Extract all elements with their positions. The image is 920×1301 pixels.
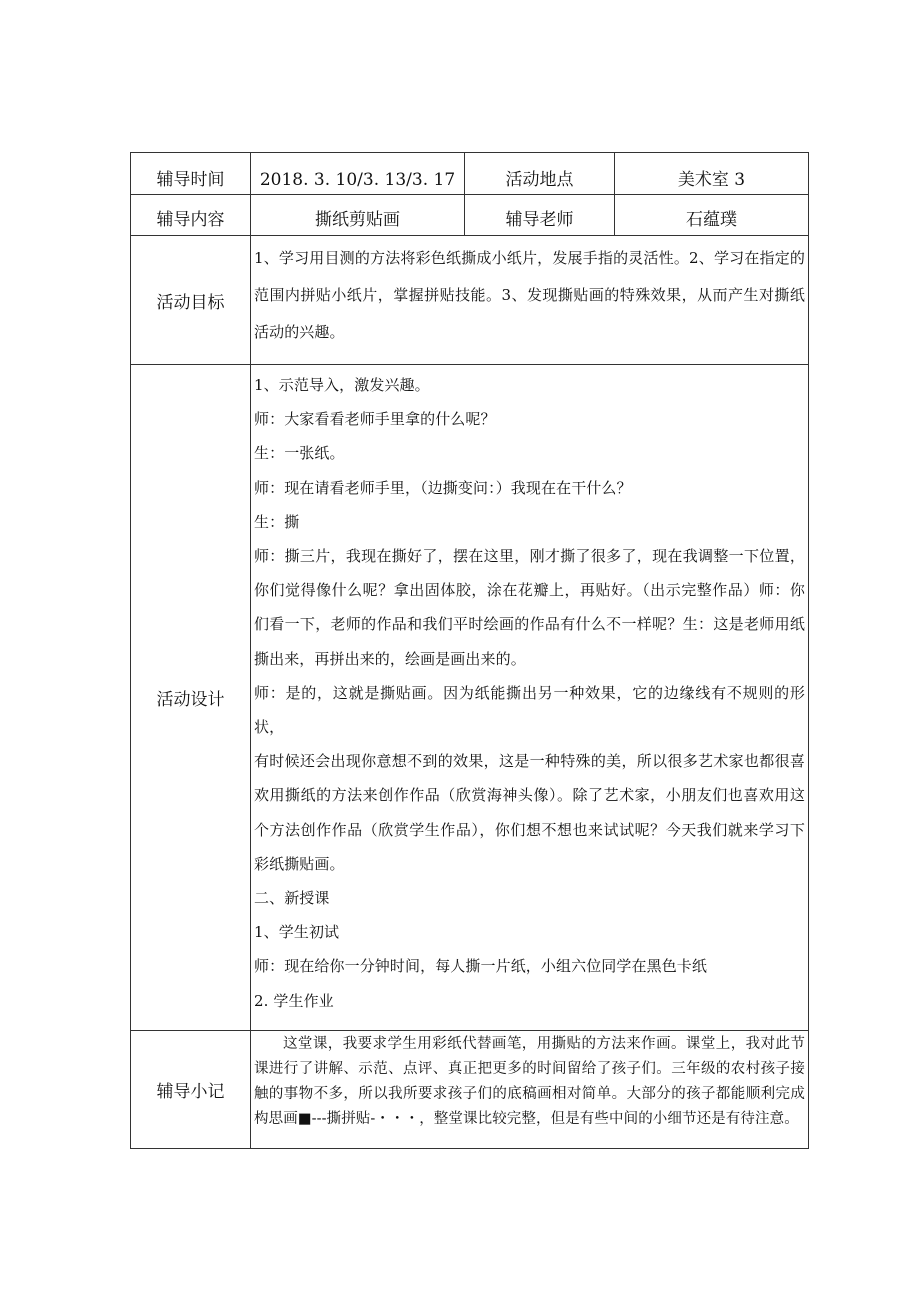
design-paragraph: 1、示范导入，激发兴趣。	[254, 376, 430, 394]
design-paragraph: 2. 学生作业	[254, 991, 334, 1010]
time-value: 2018. 3. 10/3. 13/3. 17	[251, 153, 465, 195]
design-paragraph: 生：一张纸。	[254, 444, 345, 463]
goal-label: 活动目标	[131, 236, 251, 365]
notes-text: 这堂课，我要求学生用彩纸代替画笔，用撕贴的方法来作画。课堂上，我对此节课进行了讲解、示范、点评、真正把更多的时间留给了孩子们。三年级的农村孩子接触的事物不多，所以我所要求孩子们的底稿画相对简单。大部分的孩子都能顺利完成构思画■---撕拼贴-・・・，整堂课比较完整，但是有些中间的小细节还是有待注意。	[254, 1036, 805, 1127]
design-paragraph: 师：撕三片，我现在撕好了，摆在这里，刚才撕了很多了，现在我调整一下位置，你们觉得像什么呢？拿出固体胶，涂在花瓣上，再贴好。（出示完整作品）师：你们看一下，老师的作品和我们平时绘画的作品有什么不一样呢？生：这是老师用纸撕出来，再拼出来的，绘画是画出来的。	[254, 547, 805, 668]
notes-cell	[251, 1031, 809, 1149]
design-paragraph: 师：现在给你一分钟时间，每人撕一片纸，小组六位同学在黑色卡纸	[254, 957, 708, 976]
header-row-time-place	[131, 153, 809, 195]
design-label: 活动设计	[131, 365, 251, 1031]
teacher-value: 石蕴璞	[615, 195, 809, 236]
design-paragraph: 师：现在请看老师手里，（边撕变问：）我现在在干什么？	[254, 478, 632, 497]
place-label: 活动地点	[465, 153, 615, 195]
time-label: 辅导时间	[131, 153, 251, 195]
header-row-content-teacher	[131, 195, 809, 236]
design-paragraph: 有时候还会出现你意想不到的效果，这是一种特殊的美，所以很多艺术家也都很喜欢用撕纸的方法来创作作品（欣赏海神头像）。除了艺术家，小朋友们也喜欢用这个方法创作作品（欣赏学生作品），你们想不想也来试试呢？今天我们就来学习下彩纸撕贴画。	[254, 752, 805, 873]
content-label: 辅导内容	[131, 195, 251, 236]
design-paragraph: 生：撕	[254, 512, 300, 531]
content-value: 撕纸剪贴画	[251, 195, 465, 236]
design-paragraph: 1、学生初试	[254, 923, 340, 942]
design-text	[254, 365, 805, 1018]
activity-record-table	[130, 152, 809, 1149]
teacher-label: 辅导老师	[465, 195, 615, 236]
notes-row	[131, 1031, 809, 1149]
notes-label: 辅导小记	[131, 1031, 251, 1149]
design-paragraph: 师：是的，这就是撕贴画。因为纸能撕出另一种效果，它的边缘线有不规则的形状，	[254, 683, 805, 737]
goal-cell	[251, 236, 809, 365]
design-paragraph: 二、新授课	[254, 889, 330, 908]
goal-row	[131, 236, 809, 365]
place-value: 美术室 3	[615, 153, 809, 195]
design-row	[131, 365, 809, 1031]
design-paragraph: 师：大家看看老师手里拿的什么呢？	[254, 410, 496, 429]
goal-text: 1、学习用目测的方法将彩色纸撕成小纸片，发展手指的灵活性。2、学习在指定的范围内拼贴小纸片，掌握拼贴技能。3、发现撕贴画的特殊效果，从而产生对撕纸活动的兴趣。	[254, 249, 805, 341]
design-cell	[251, 365, 809, 1031]
